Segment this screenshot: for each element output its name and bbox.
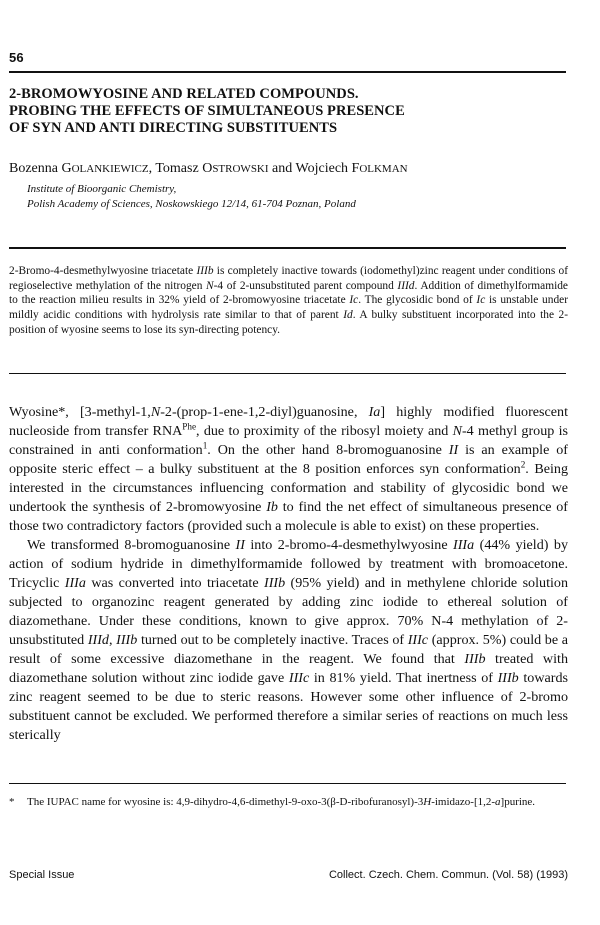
italic-term: Ic xyxy=(349,294,359,307)
italic-term: Id xyxy=(343,309,353,322)
superscript: 2 xyxy=(520,459,526,470)
text-run: The IUPAC name for wyosine is: 4,9-dihydro-4,6-dimethyl-9-oxo-3(β-D-ribofuranosyl)-3 xyxy=(27,796,424,808)
text-run: into 2-bromo-4-desmethylwyosine xyxy=(244,537,454,553)
text-run: ]purine. xyxy=(500,796,536,808)
abstract xyxy=(9,264,568,338)
italic-term: IIIa xyxy=(64,575,86,591)
text-run: in 81% yield. That inertness of xyxy=(309,670,498,686)
italic-term: N xyxy=(206,279,214,292)
footnote-text xyxy=(27,795,566,809)
italic-term: Ic xyxy=(476,294,486,307)
text-run: -4 of 2-unsubstituted parent compound xyxy=(213,279,398,292)
text-run: . The glycosidic bond of xyxy=(358,294,477,307)
author-list xyxy=(9,161,408,177)
affiliation-line-2: Polish Academy of Sciences, Noskowskiego 12/14, 61-704 Poznan, Poland xyxy=(27,198,356,210)
text-run: -4 methyl group is constrained in anti conformation xyxy=(9,423,568,458)
text-run: towards zinc reagent seemed to be due to steric reasons. However some other influence of 2-bromo substituent cannot be excluded. We performed therefore a similar series of reactions on much less sterically xyxy=(9,670,568,743)
superscript: Phe xyxy=(182,421,197,432)
italic-term: IIIc xyxy=(407,632,429,648)
affiliation-line-1: Institute of Bioorganic Chemistry, xyxy=(27,183,177,195)
italic-term: Ib xyxy=(266,499,278,515)
text-run: , xyxy=(108,632,117,648)
text-run: (95% yield) and in methylene chloride solution subjected to organozinc reagent generated by adding zinc iodide to ethereal solution of diazomethane. Under these conditions, known to give approx. 70% N-4 methylation of 2-unsubstituted xyxy=(9,575,568,648)
italic-term: IIIb xyxy=(497,670,519,686)
text-run: Wyosine*, [3-methyl-1, xyxy=(9,404,151,420)
text-run: is an example of opposite steric effect – a bulky substituent at the 8 position enforces syn conformation xyxy=(9,442,568,477)
italic-term: a xyxy=(495,796,501,808)
italic-term: II xyxy=(448,442,459,458)
text-run: -imidazo-[1,2- xyxy=(431,796,496,808)
text-run: treated with diazomethane solution without zinc iodide gave xyxy=(9,651,568,686)
article-title xyxy=(9,86,569,137)
author-2: Tomasz OSTROWSKI and xyxy=(155,161,296,176)
author-1: Bozenna GOLANKIEWICZ, xyxy=(9,161,156,176)
italic-term: IIIa xyxy=(453,537,475,553)
title-line-3: OF SYN AND ANTI DIRECTING SUBSTITUENTS xyxy=(9,120,338,136)
abstract-bottom-rule xyxy=(9,373,566,374)
title-line-2: PROBING THE EFFECTS OF SIMULTANEOUS PRESENCE xyxy=(9,103,405,119)
body-paragraph-1 xyxy=(9,403,568,536)
italic-term: H xyxy=(423,796,432,808)
footer-right: Collect. Czech. Chem. Commun. (Vol. 58) (1993) xyxy=(328,869,568,881)
text-run: turned out to be completely inactive. Traces of xyxy=(137,632,408,648)
text-run: -2-(prop-1-ene-1,2-diyl)guanosine, xyxy=(160,404,369,420)
affiliation xyxy=(27,182,356,212)
text-run: to find the net effect of simultaneous presence of those two contradictory factors (provided such a molecule is able to exist) on these properties. xyxy=(9,499,568,534)
text-run: is unstable under mildly acidic conditions with hydrolysis rate similar to that of parent xyxy=(9,294,568,322)
italic-term: IIIc xyxy=(288,670,310,686)
italic-term: N xyxy=(452,423,462,439)
text-run: (44% yield) by action of sodium hydride in dimethylformamide followed by treatment with bromoacetone. Tricyclic xyxy=(9,537,568,591)
body-text xyxy=(9,403,568,745)
author-3: Wojciech FOLKMAN xyxy=(295,161,408,176)
title-line-1: 2-BROMOWYOSINE AND RELATED COMPOUNDS. xyxy=(9,86,359,102)
text-run: , due to proximity of the ribosyl moiety and xyxy=(196,423,453,439)
text-run: . Being interested in the circumstances influencing conformation and stability of glycosidic bond we undertook the synthesis of 2-bromowyosine xyxy=(9,461,568,515)
italic-term: N xyxy=(150,404,161,420)
italic-term: IIIb xyxy=(464,651,486,667)
footer-left: Special Issue xyxy=(9,869,75,881)
text-run: . Addition of dimethylformamide to the reaction milieu results in 32% yield of 2-bromowyosine triacetate xyxy=(9,279,568,307)
text-run: We transformed 8-bromoguanosine xyxy=(27,537,236,553)
text-run: is completely inactive towards (iodomethyl)zinc reagent under conditions of regioselective methylation of the nitrogen xyxy=(9,265,569,292)
footnote xyxy=(9,795,566,809)
italic-term: IIIb xyxy=(264,575,286,591)
text-run: was converted into triacetate xyxy=(85,575,264,591)
header-rule xyxy=(9,71,566,73)
body-paragraph-2 xyxy=(9,536,568,745)
italic-term: IIId xyxy=(87,632,109,648)
abstract-top-rule xyxy=(9,247,566,249)
text-run: . On the other hand 8-bromoguanosine xyxy=(207,442,449,458)
text-run: . A bulky substituent incorporated into the 2-position of wyosine seems to lose its syn-directing potency. xyxy=(9,309,569,336)
text-run: ] highly modified fluorescent nucleoside from transfer RNA xyxy=(9,404,568,439)
page-number: 56 xyxy=(9,50,24,65)
italic-term: IIIb xyxy=(116,632,138,648)
text-run: (approx. 5%) could be a result of some excessive diazomethane in the reagent. We found that xyxy=(9,632,569,667)
italic-term: IIId xyxy=(397,279,415,292)
text-run: 2-Bromo-4-desmethylwyosine triacetate xyxy=(9,265,197,277)
italic-term: II xyxy=(235,537,245,553)
footnote-mark: * xyxy=(9,796,15,808)
italic-term: Ia xyxy=(368,404,381,420)
footnote-rule xyxy=(9,783,566,784)
italic-term: IIIb xyxy=(196,265,214,277)
superscript: 1 xyxy=(202,440,208,451)
